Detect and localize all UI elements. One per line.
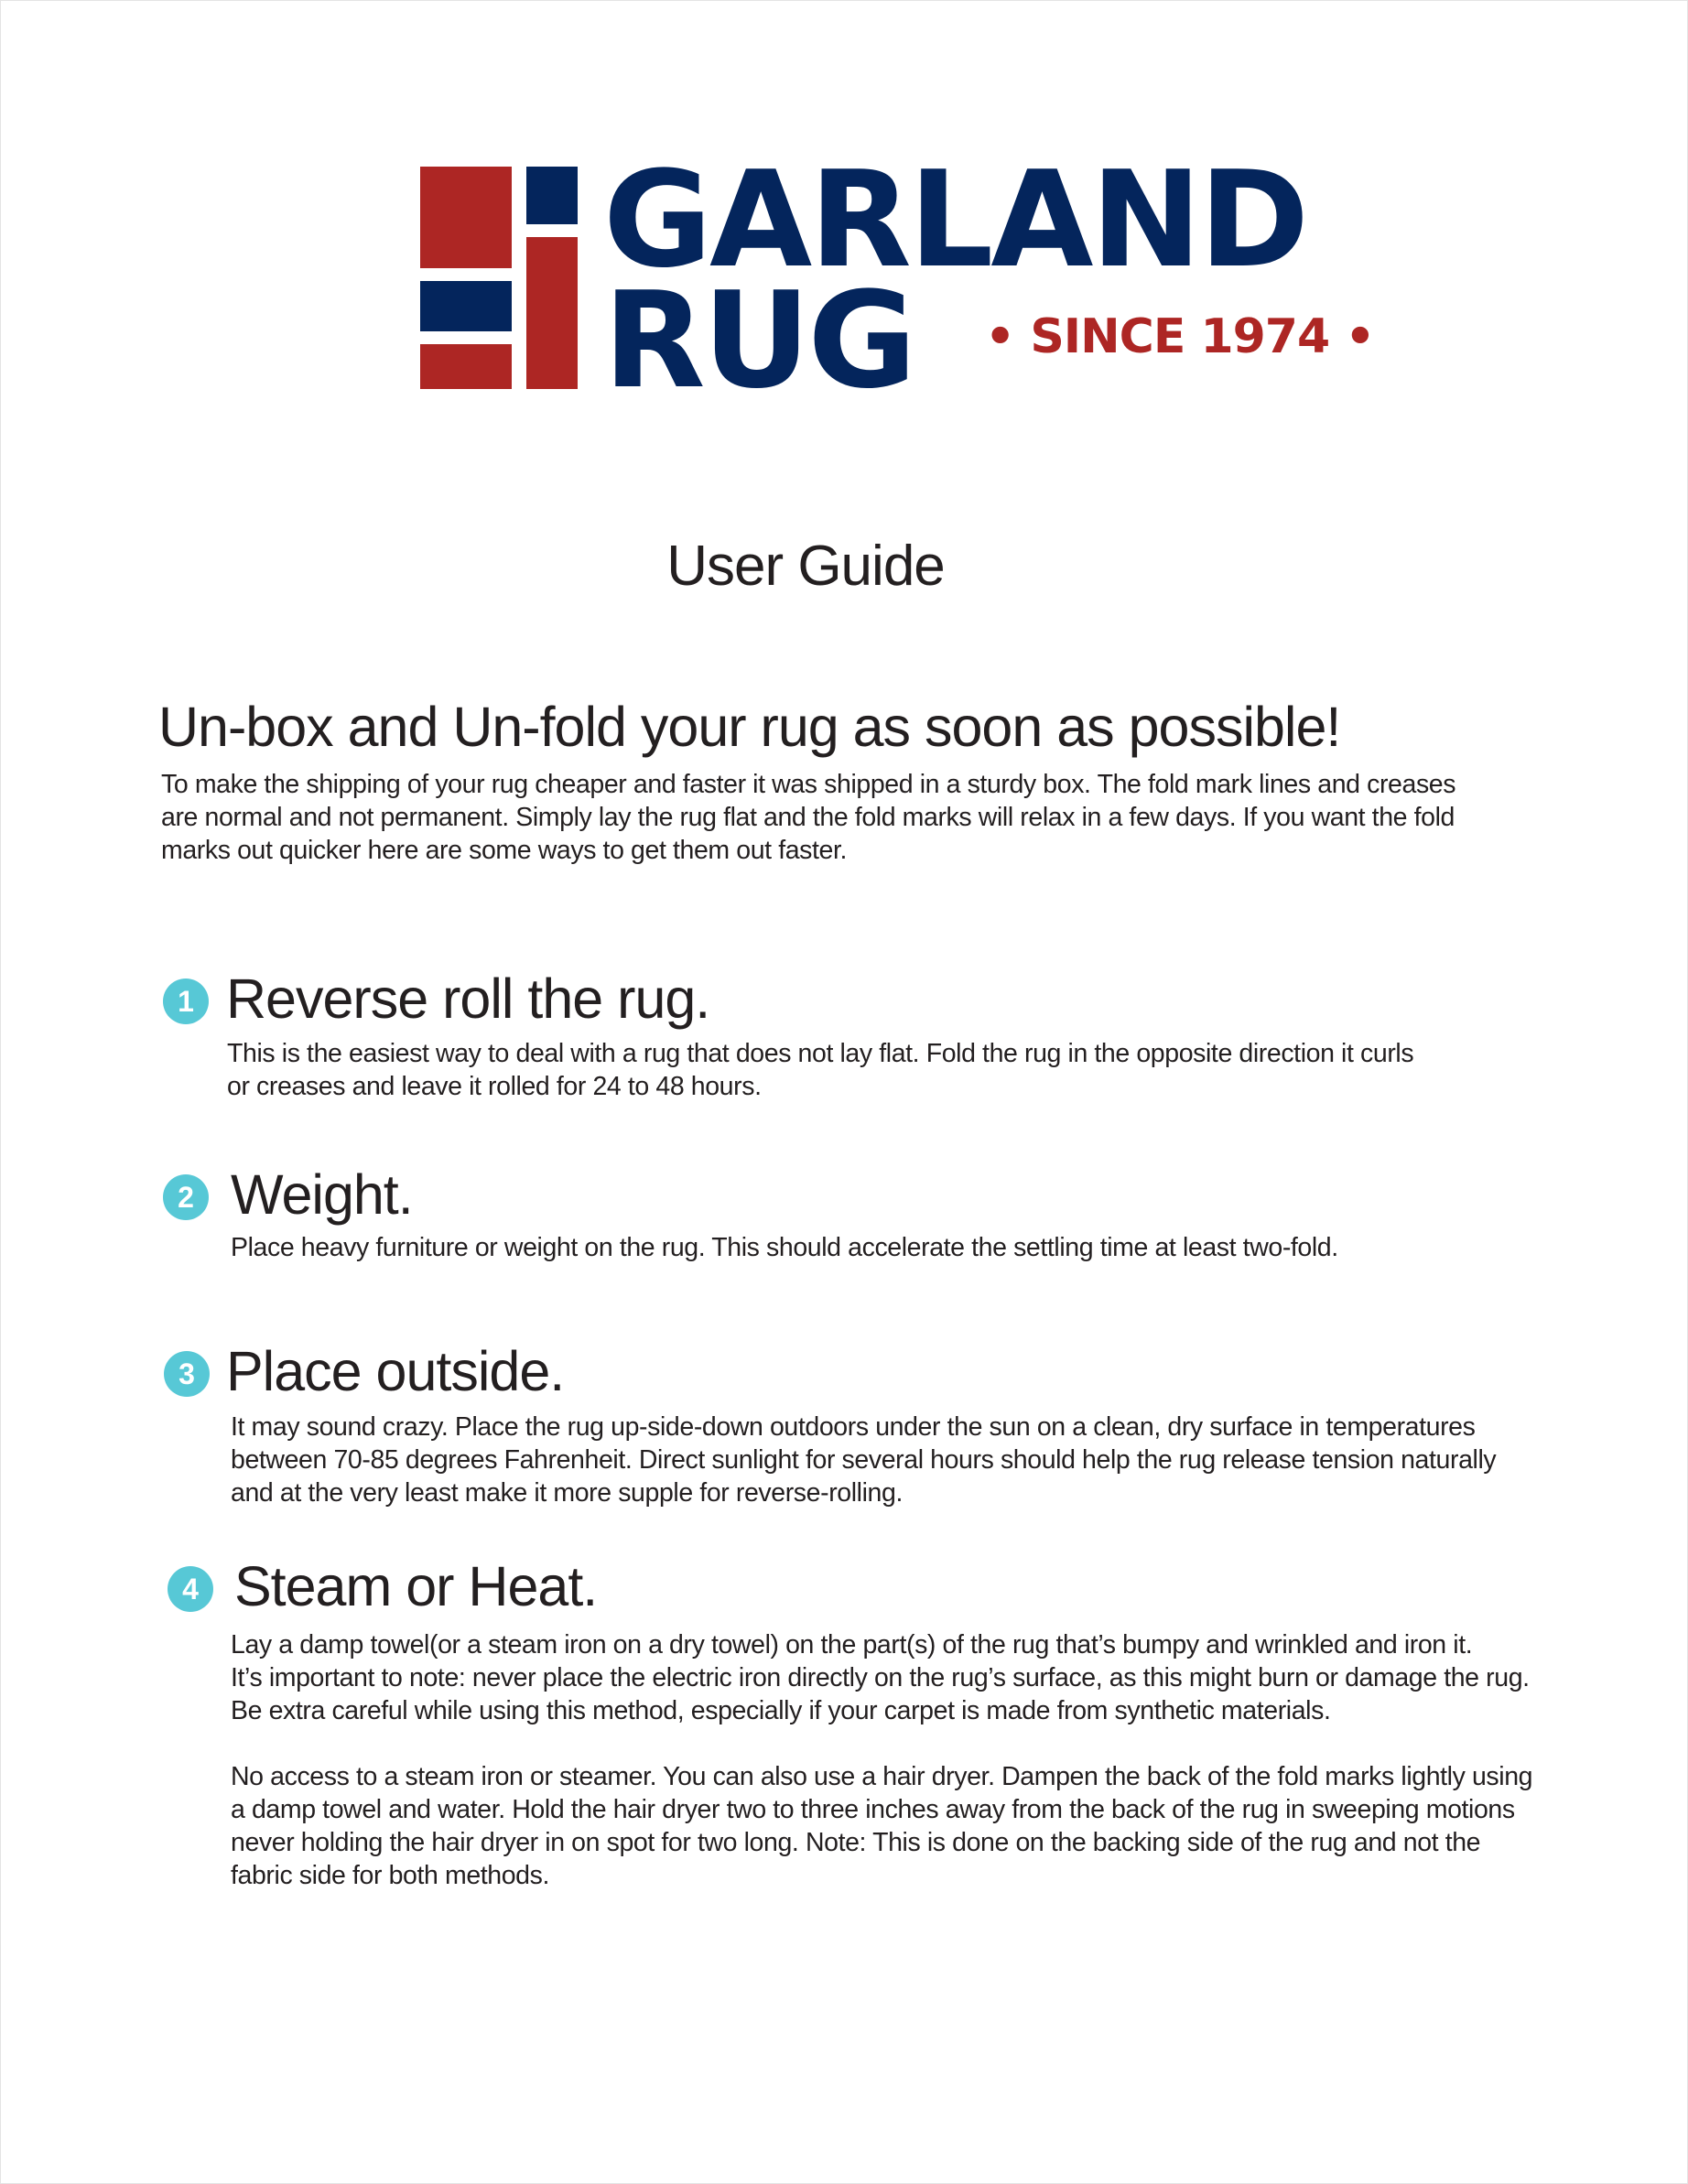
step-text-line: No access to a steam iron or steamer. You can also use a hair dryer. Dampen the back of the fold marks lightly using (231, 1762, 1533, 1791)
step-text-line: It may sound crazy. Place the rug up-side-down outdoors under the sun on a clean, dry surface in temperatures (231, 1412, 1476, 1442)
step-text-line: Place heavy furniture or weight on the rug. This should accelerate the settling time at least two-fold. (231, 1233, 1338, 1262)
garland-rug-logo (420, 143, 1375, 418)
step-number-badge: 2 (163, 1174, 209, 1220)
logo-mark (420, 167, 578, 389)
logo-word-rug: RUG (603, 264, 914, 418)
step-heading: Weight. (231, 1163, 413, 1226)
step-heading: Steam or Heat. (234, 1555, 598, 1617)
step-body (227, 1037, 1413, 1103)
step-text-line: and at the very least make it more supple for reverse-rolling. (231, 1478, 903, 1508)
step-heading: Place outside. (226, 1340, 565, 1402)
step-text-line: or creases and leave it rolled for 24 to 48 hours. (227, 1072, 762, 1101)
intro-line: marks out quicker here are some ways to get them out faster. (161, 836, 848, 865)
step-body (231, 1628, 1532, 1892)
logo-word-garland: GARLAND (603, 143, 1307, 297)
step-body (231, 1231, 1338, 1264)
step-number-badge: 4 (168, 1566, 213, 1612)
step-text-line: a damp towel and water. Hold the hair dryer two to three inches away from the back of the rug in sweeping motions (231, 1795, 1515, 1824)
step-number-badge: 1 (163, 978, 209, 1024)
logo-tagline: • SINCE 1974 • (985, 309, 1375, 364)
intro-line: To make the shipping of your rug cheaper and faster it was shipped in a sturdy box. The fold mark lines and creases (161, 770, 1456, 799)
step-text-line: between 70-85 degrees Fahrenheit. Direct sunlight for several hours should help the rug release tension naturally (231, 1445, 1497, 1475)
step-text-line: This is the easiest way to deal with a rug that does not lay flat. Fold the rug in the opposite direction it curls (227, 1039, 1414, 1068)
step-heading: Reverse roll the rug. (226, 968, 710, 1030)
step-text-line: Lay a damp towel(or a steam iron on a dry towel) on the part(s) of the rug that’s bumpy and wrinkled and iron it. (231, 1630, 1473, 1660)
step-text-line: It’s important to note: never place the electric iron directly on the rug’s surface, as this might burn or damage the rug. (231, 1663, 1530, 1692)
step-text-line: Be extra careful while using this method, especially if your carpet is made from synthetic materials. (231, 1696, 1331, 1725)
step-body (231, 1411, 1496, 1509)
section-heading: Un-box and Un-fold your rug as soon as possible! (158, 696, 1341, 758)
step-number-badge: 3 (164, 1351, 210, 1397)
page-title: User Guide (666, 535, 945, 598)
intro-paragraph (161, 768, 1534, 867)
step-text-line: never holding the hair dryer in on spot for two long. Note: This is done on the backing side of the rug and not the (231, 1828, 1481, 1857)
step-text-line: fabric side for both methods. (231, 1861, 550, 1890)
paragraph-gap (231, 1727, 1532, 1760)
intro-line: are normal and not permanent. Simply lay the rug flat and the fold marks will relax in a few days. If you want the fold (161, 803, 1455, 832)
